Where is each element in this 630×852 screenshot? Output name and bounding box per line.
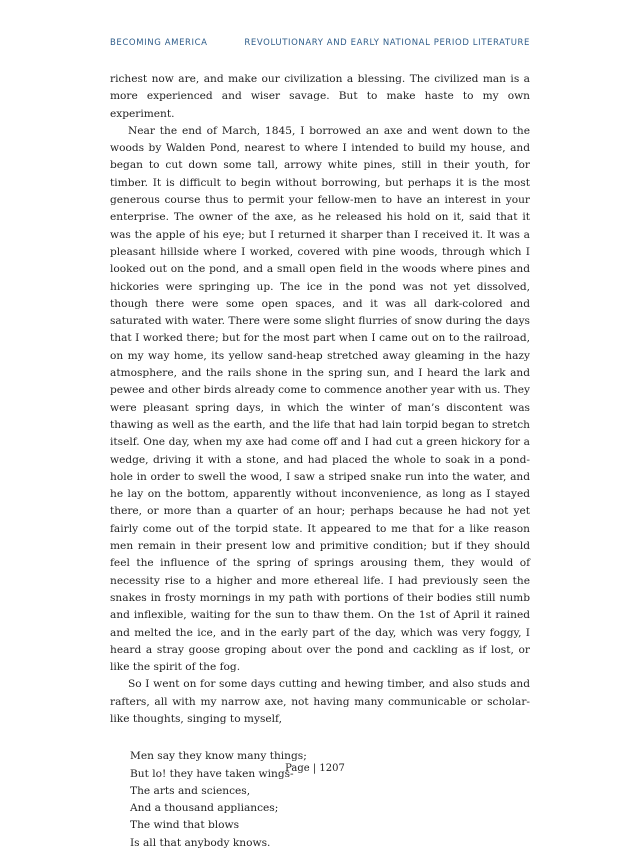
page-body xyxy=(110,71,530,852)
poem-line: The wind that blows xyxy=(130,819,240,832)
poem-line: Is all that anybody knows. xyxy=(130,836,271,849)
poem-line: Men say they know many things; xyxy=(130,750,307,763)
book-series-title: BECOMING AMERICA xyxy=(110,38,208,48)
page-number: Page | 1207 xyxy=(285,763,345,774)
poem-line: But lo! they have taken wings- xyxy=(130,767,294,780)
paragraph-continued: richest now are, and make our civilization a blessing. The civilized man is a more experienced and wiser savage. But to make haste to my own experiment. xyxy=(110,73,530,120)
poem-line: The arts and sciences, xyxy=(130,784,251,797)
paragraph-hewing-timber: So I went on for some days cutting and hewing timber, and also studs and rafters, all with my narrow axe, not having many communicable or scholar-like thoughts, singing to myself, xyxy=(110,678,530,725)
paragraph-walden-pond: Near the end of March, 1845, I borrowed an axe and went down to the woods by Walden Pond, nearest to where I intended to build my house, and began to cut down some tall, arrowy white pines, still in their youth, for timber. It is difficult to begin without borrowing, but perhaps it is the most generous course thus to permit your fellow-men to have an interest in your enterprise. The owner of the axe, as he released his hold on it, said that it was the apple of his eye; but I returned it sharper than I received it. It was a pleasant hillside where I worked, covered with pine woods, through which I looked out on the pond, and a small open field in the woods where pines and hickories were springing up. The ice in the pond was not yet dissolved, though there were some open spaces, and it was all dark-colored and saturated with water. There were some slight flurries of snow during the days that I worked there; but for the most part when I came out on to the railroad, on my way home, its yellow sand-heap stretched away gleaming in the hazy atmosphere, and the rails shone in the spring sun, and I heard the lark and pewee and other birds already come to commence another year with us. They were pleasant spring days, in which the winter of man’s discontent was thawing as well as the earth, and the life that had lain torpid began to stretch itself. One day, when my axe had come off and I had cut a green hickory for a wedge, driving it with a stone, and had placed the whole to soak in a pond-hole in order to swell the wood, I saw a striped snake run into the water, and he lay on the bottom, apparently without inconvenience, as long as I stayed there, or more than a quarter of an hour; perhaps because he had not yet fairly come out of the torpid state. It appeared to me that for a like reason men remain in their present low and primitive condition; but if they should feel the influence of the spring of springs arousing them, they would of necessity rise to a higher and more ethereal life. I had previously seen the snakes in frosty mornings in my path with portions of their bodies still numb and inflexible, waiting for the sun to thaw them. On the 1st of April it rained and melted the ice, and in the early part of the day, which was very foggy, I heard a stray goose groping about over the pond and cackling as if lost, or like the spirit of the fog. xyxy=(110,124,530,674)
running-header xyxy=(110,38,530,52)
section-title: REVOLUTIONARY AND EARLY NATIONAL PERIOD LITERATURE xyxy=(244,38,530,48)
poem-line: And a thousand appliances; xyxy=(130,802,279,815)
